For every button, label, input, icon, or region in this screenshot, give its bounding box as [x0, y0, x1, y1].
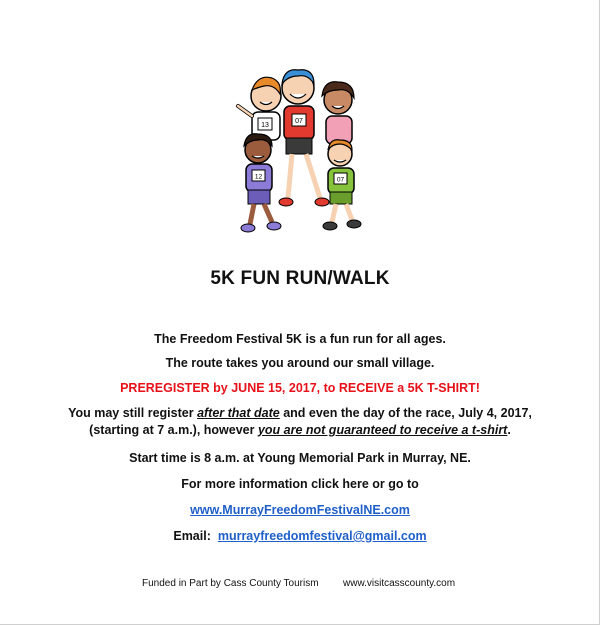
- bib-number: 13: [261, 122, 269, 129]
- page-title: 5K FUN RUN/WALK: [210, 268, 390, 289]
- not-guaranteed-emphasis: you are not guaranteed to receive a t-shirt: [257, 423, 508, 437]
- register-text: and even the day of the race, July 4, 2017,: [279, 406, 532, 420]
- website-link[interactable]: www.MurrayFreedomFestivalNE.com: [190, 503, 410, 517]
- email-link[interactable]: murrayfreedomfestival@gmail.com: [217, 529, 427, 543]
- email-line: [0, 528, 600, 544]
- register-text: (starting at 7 a.m.), however: [89, 423, 258, 437]
- after-date-emphasis: after that date: [197, 406, 280, 420]
- register-text: .: [507, 423, 511, 437]
- intro-line: The Freedom Festival 5K is a fun run for all ages.: [154, 332, 446, 346]
- kid-left: [238, 77, 281, 140]
- register-text: You may still register: [68, 406, 198, 420]
- preregister-line: PREREGISTER by JUNE 15, 2017, to RECEIVE a 5K T-SHIRT!: [120, 381, 480, 395]
- email-label: Email:: [173, 529, 211, 543]
- bib-number: 07: [336, 176, 345, 184]
- kid-center: [279, 70, 329, 206]
- footer-site: www.visitcasscounty.com: [343, 578, 456, 589]
- footer-funded: Funded in Part by Cass County Tourism: [142, 578, 319, 589]
- more-info-line: For more information click here or go to: [181, 477, 419, 491]
- register-line-2: [0, 422, 600, 438]
- kid-front-right: [323, 140, 361, 230]
- bib-number: 07: [295, 118, 303, 125]
- start-time-line: Start time is 8 a.m. at Young Memorial Park in Murray, NE.: [129, 451, 471, 465]
- website-line: [0, 502, 600, 518]
- register-line-1: [0, 405, 600, 421]
- kid-front-left: [241, 134, 281, 232]
- kid-right: [322, 82, 354, 144]
- route-line: The route takes you around our small village.: [165, 356, 435, 370]
- bib-number: 12: [254, 173, 263, 181]
- kids-running-illustration: [228, 66, 370, 236]
